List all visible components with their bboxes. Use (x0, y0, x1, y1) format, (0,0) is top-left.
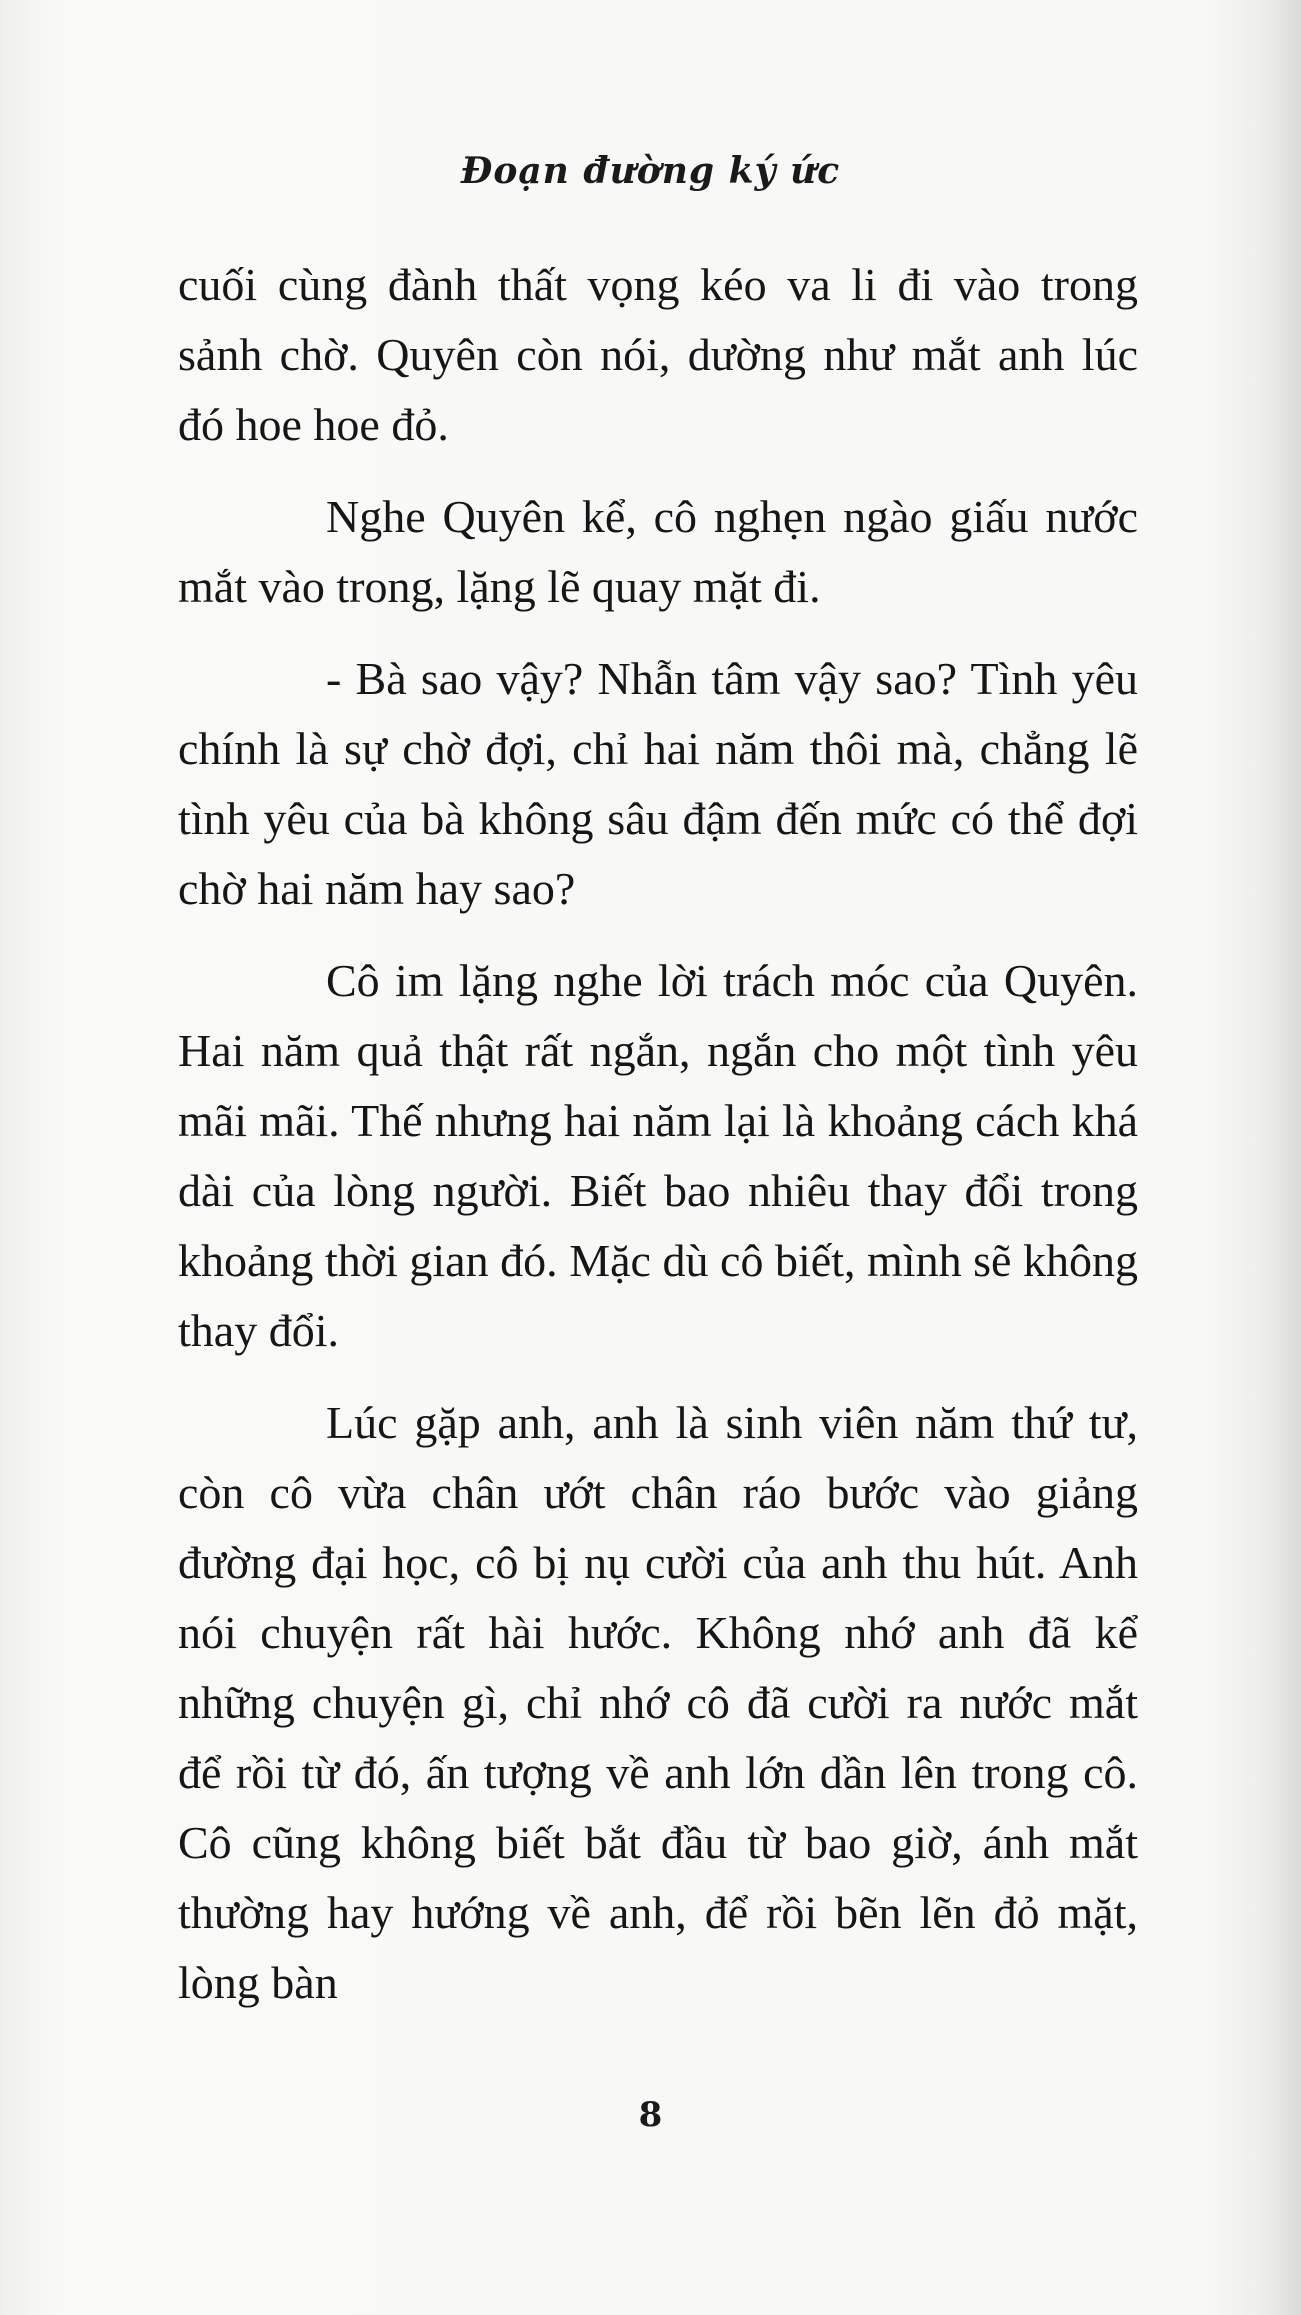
page-number: 8 (638, 2095, 663, 2135)
paragraph-continuation: cuối cùng đành thất vọng kéo va li đi vào trong sảnh chờ. Quyên còn nói, dường như mắt anh lúc đó hoe hoe đỏ. (178, 259, 1138, 450)
running-header: Đoạn đường ký ức (460, 150, 841, 192)
page-edge-shadow (1261, 0, 1301, 2315)
paragraph: Nghe Quyên kể, cô nghẹn ngào giấu nước mắt vào trong, lặng lẽ quay mặt đi. (178, 491, 1138, 612)
paragraph-dialogue: - Bà sao vậy? Nhẫn tâm vậy sao? Tình yêu chính là sự chờ đợi, chỉ hai năm thôi mà, chẳng lẽ tình yêu của bà không sâu đậm đến mức có thể đợi chờ hai năm hay sao? (178, 653, 1138, 914)
paragraph: Cô im lặng nghe lời trách móc của Quyên. Hai năm quả thật rất ngắn, ngắn cho một tình yêu mãi mãi. Thế nhưng hai năm lại là khoảng cách khá dài của lòng người. Biết bao nhiêu thay đổi trong khoảng thời gian đó. Mặc dù cô biết, mình sẽ không thay đổi. (178, 955, 1138, 1356)
body-text (178, 250, 1138, 2040)
paragraph: Lúc gặp anh, anh là sinh viên năm thứ tư, còn cô vừa chân ướt chân ráo bước vào giảng đường đại học, cô bị nụ cười của anh thu hút. Anh nói chuyện rất hài hước. Không nhớ anh đã kể những chuyện gì, chỉ nhớ cô đã cười ra nước mắt để rồi từ đó, ấn tượng về anh lớn dần lên trong cô. Cô cũng không biết bắt đầu từ bao giờ, ánh mắt thường hay hướng về anh, để rồi bẽn lẽn đỏ mặt, lòng bàn (178, 1397, 1138, 2008)
